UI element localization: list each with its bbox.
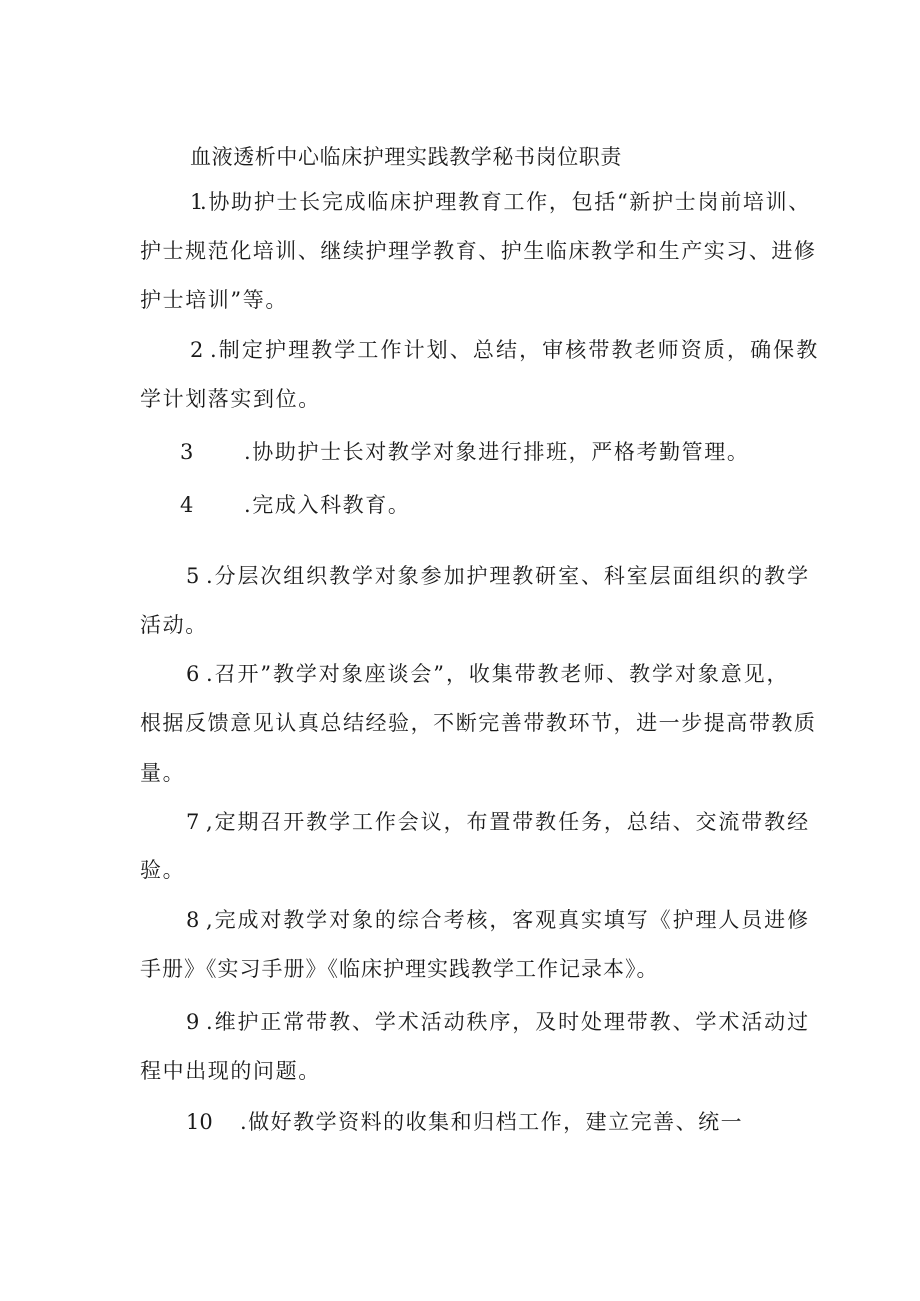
item-text-line: .召开”教学对象座谈会”，收集带教老师、教学对象意见， — [206, 662, 790, 686]
item-text-line: 护士规范化培训、继续护理学教育、护生临床教学和生产实习、进修 — [140, 239, 817, 263]
item-text-line: 护士培训”等。 — [140, 288, 288, 312]
item-number: 1 — [190, 190, 204, 214]
item-text-line: .分层次组织教学对象参加护理教研室、科室层面组织的教学 — [206, 564, 810, 588]
item-number: 6 — [186, 662, 200, 686]
item-text-line: ,定期召开教学工作会议，布置带教任务，总结、交流带教经 — [206, 810, 810, 834]
item-text-line: .制定护理教学工作计划、总结，审核带教老师资质，确保教 — [210, 338, 820, 362]
item-text-line: 活动。 — [140, 613, 208, 637]
item-text-line: 根据反馈意见认真总结经验，不断完善带教环节，进一步提高带教质 — [140, 711, 817, 735]
item-text-line: .完成入科教育。 — [244, 493, 411, 517]
item-text-line: 程中出现的问题。 — [140, 1059, 321, 1083]
item-number: 3 — [180, 440, 194, 464]
item-text-line: .做好教学资料的收集和归档工作，建立完善、统一 — [240, 1110, 744, 1134]
item-text-line: 量。 — [140, 761, 186, 785]
item-text-line: ,完成对教学对象的综合考核，客观真实填写《护理人员进修 — [206, 908, 810, 932]
item-text-line: 学计划落实到位。 — [140, 387, 321, 411]
item-text-line: 手册》《实习手册》《临床护理实践教学工作记录本》。 — [140, 957, 659, 981]
item-number: 9 — [186, 1010, 200, 1034]
item-text-line: .维护正常带教、学术活动秩序，及时处理带教、学术活动过 — [206, 1010, 810, 1034]
item-number: 8 — [186, 908, 200, 932]
item-text-line: 验。 — [140, 858, 186, 882]
item-text-line: .协助护士长完成临床护理教育工作，包括“新护士岗前培训、 — [200, 190, 812, 214]
item-text-line: .协助护士长对教学对象进行排班，严格考勤管理。 — [244, 440, 750, 464]
item-number: 2 — [190, 338, 204, 362]
item-number: 7 — [186, 810, 200, 834]
item-number: 10 — [186, 1110, 213, 1134]
document-title: 血液透析中心临床护理实践教学秘书岗位职责 — [190, 145, 622, 169]
item-number: 5 — [186, 564, 200, 588]
item-number: 4 — [180, 493, 194, 517]
